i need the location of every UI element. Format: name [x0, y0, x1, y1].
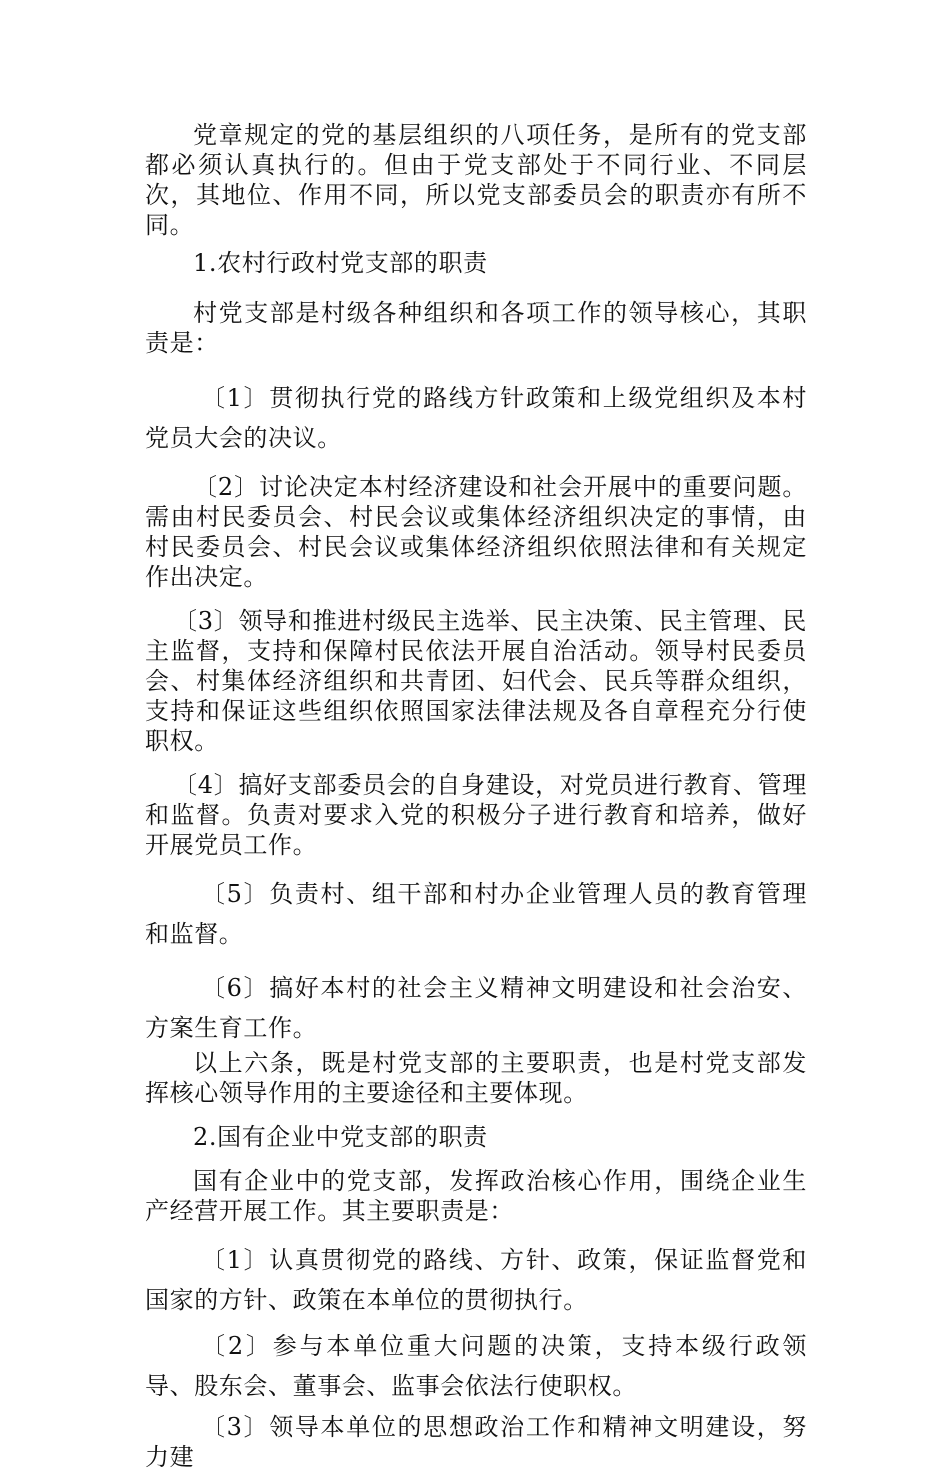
- soe-duty-2: 〔2〕参与本单位重大问题的决策，支持本级行政领导、股东会、董事会、监事会依法行使职权。: [145, 1332, 807, 1400]
- rural-duty-2: 〔2〕讨论决定本村经济建设和社会开展中的重要问题。需由村民委员会、村民会议或集体经济组织决定的事情，由村民委员会、村民会议或集体经济组织依照法律和有关规定作出决定。: [145, 473, 807, 591]
- rural-summary-paragraph: 以上六条，既是村党支部的主要职责，也是村党支部发挥核心领导作用的主要途径和主要体现。: [145, 1049, 807, 1107]
- section-heading-soe: 2.国有企业中党支部的职责: [193, 1123, 488, 1151]
- rural-duty-6: 〔6〕搞好本村的社会主义精神文明建设和社会治安、方案生育工作。: [145, 974, 807, 1042]
- rural-duty-1: 〔1〕贯彻执行党的路线方针政策和上级党组织及本村党员大会的决议。: [145, 384, 807, 452]
- rural-duty-3: 〔3〕领导和推进村级民主选举、民主决策、民主管理、民主监督，支持和保障村民依法开展自治活动。领导村民委员会、村集体经济组织和共青团、妇代会、民兵等群众组织，支持和保证这些组织依照国家法律法规及各自章程充分行使职权。: [145, 607, 807, 755]
- document-body: [145, 120, 807, 1472]
- rural-intro-paragraph: 村党支部是村级各种组织和各项工作的领导核心，其职责是：: [145, 299, 807, 357]
- rural-duty-4: 〔4〕搞好支部委员会的自身建设，对党员进行教育、管理和监督。负责对要求入党的积极分子进行教育和培养，做好开展党员工作。: [145, 771, 807, 859]
- soe-intro-paragraph: 国有企业中的党支部，发挥政治核心作用，围绕企业生产经营开展工作。其主要职责是：: [145, 1167, 807, 1225]
- intro-paragraph: 党章规定的党的基层组织的八项任务，是所有的党支部都必须认真执行的。但由于党支部处于不同行业、不同层次，其地位、作用不同，所以党支部委员会的职责亦有所不同。: [145, 121, 807, 239]
- soe-duty-3: 〔3〕领导本单位的思想政治工作和精神文明建设，努力建: [145, 1413, 807, 1471]
- section-heading-rural: 1.农村行政村党支部的职责: [193, 249, 488, 277]
- rural-duty-5: 〔5〕负责村、组干部和村办企业管理人员的教育管理和监督。: [145, 880, 807, 948]
- soe-duty-1: 〔1〕认真贯彻党的路线、方针、政策，保证监督党和国家的方针、政策在本单位的贯彻执行。: [145, 1246, 807, 1314]
